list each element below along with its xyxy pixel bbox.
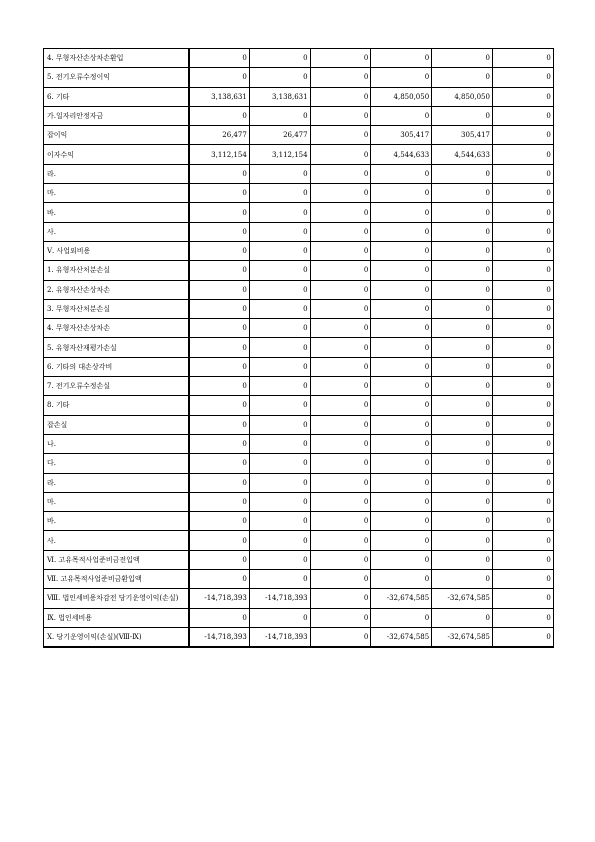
row-label: 사. <box>44 531 189 550</box>
value-cell: 0 <box>371 261 432 280</box>
value-cell: 3,112,154 <box>249 145 310 164</box>
value-cell: 0 <box>189 164 250 183</box>
value-cell: 0 <box>249 299 310 318</box>
table-row <box>44 203 554 222</box>
value-cell: 0 <box>189 396 250 415</box>
value-cell: 0 <box>189 319 250 338</box>
table-row <box>44 68 554 87</box>
table-row <box>44 492 554 511</box>
value-cell: 0 <box>249 531 310 550</box>
value-cell: 0 <box>492 589 553 608</box>
value-cell: 0 <box>310 550 371 569</box>
row-label: Ⅹ. 당기운영이익(손실)(Ⅷ-Ⅸ) <box>44 627 189 646</box>
value-cell: 0 <box>310 396 371 415</box>
value-cell: 0 <box>249 68 310 87</box>
row-label: 5. 유형자산재평가손실 <box>44 338 189 357</box>
value-cell: 0 <box>249 434 310 453</box>
value-cell: 0 <box>249 164 310 183</box>
value-cell: 0 <box>492 126 553 145</box>
value-cell: -14,718,393 <box>249 627 310 646</box>
row-label: 바. <box>44 512 189 531</box>
value-cell: 0 <box>492 261 553 280</box>
row-label: 다. <box>44 454 189 473</box>
value-cell: 0 <box>371 608 432 627</box>
value-cell: 0 <box>492 377 553 396</box>
table-row <box>44 415 554 434</box>
value-cell: 0 <box>249 396 310 415</box>
value-cell: 0 <box>310 627 371 646</box>
value-cell: 0 <box>432 608 493 627</box>
value-cell: 0 <box>492 608 553 627</box>
value-cell: 0 <box>492 473 553 492</box>
value-cell: 0 <box>492 87 553 106</box>
row-label: 6. 기타 <box>44 87 189 106</box>
value-cell: 0 <box>371 68 432 87</box>
table-row <box>44 396 554 415</box>
value-cell: 3,112,154 <box>189 145 250 164</box>
row-label: Ⅶ. 고유목적사업준비금환입액 <box>44 570 189 589</box>
value-cell: 0 <box>189 531 250 550</box>
value-cell: 0 <box>310 512 371 531</box>
value-cell: 0 <box>189 512 250 531</box>
value-cell: 0 <box>371 570 432 589</box>
row-label: 1. 유형자산처분손실 <box>44 261 189 280</box>
table-row <box>44 608 554 627</box>
value-cell: 0 <box>310 319 371 338</box>
value-cell: 0 <box>249 492 310 511</box>
value-cell: 0 <box>310 126 371 145</box>
value-cell: 0 <box>249 49 310 68</box>
value-cell: 0 <box>371 454 432 473</box>
value-cell: 305,417 <box>432 126 493 145</box>
table-row <box>44 589 554 608</box>
value-cell: 0 <box>492 49 553 68</box>
table-row <box>44 280 554 299</box>
value-cell: 0 <box>189 261 250 280</box>
value-cell: 0 <box>189 184 250 203</box>
value-cell: 0 <box>371 531 432 550</box>
value-cell: 0 <box>249 106 310 125</box>
value-cell: 0 <box>492 454 553 473</box>
value-cell: 0 <box>310 473 371 492</box>
value-cell: 0 <box>310 203 371 222</box>
value-cell: 0 <box>371 222 432 241</box>
value-cell: 0 <box>310 261 371 280</box>
value-cell: 4,544,633 <box>432 145 493 164</box>
value-cell: 0 <box>432 512 493 531</box>
value-cell: 0 <box>432 473 493 492</box>
value-cell: 3,138,631 <box>189 87 250 106</box>
value-cell: 0 <box>189 570 250 589</box>
table-row <box>44 222 554 241</box>
value-cell: 0 <box>371 550 432 569</box>
value-cell: 0 <box>432 531 493 550</box>
row-label: 라. <box>44 473 189 492</box>
value-cell: 0 <box>371 280 432 299</box>
value-cell: 0 <box>189 49 250 68</box>
table-row <box>44 627 554 646</box>
value-cell: 0 <box>249 338 310 357</box>
value-cell: 0 <box>310 184 371 203</box>
value-cell: -14,718,393 <box>249 589 310 608</box>
value-cell: 0 <box>371 377 432 396</box>
value-cell: 0 <box>371 203 432 222</box>
value-cell: 0 <box>432 377 493 396</box>
value-cell: 0 <box>310 68 371 87</box>
row-label: 마. <box>44 184 189 203</box>
value-cell: 0 <box>310 570 371 589</box>
value-cell: 0 <box>432 570 493 589</box>
financial-statement-table <box>43 48 554 648</box>
value-cell: 0 <box>432 299 493 318</box>
value-cell: 0 <box>249 512 310 531</box>
table-row <box>44 184 554 203</box>
value-cell: 0 <box>189 473 250 492</box>
value-cell: -32,674,585 <box>371 627 432 646</box>
value-cell: 0 <box>310 222 371 241</box>
value-cell: 0 <box>432 164 493 183</box>
table-row <box>44 145 554 164</box>
value-cell: 0 <box>371 299 432 318</box>
value-cell: 0 <box>432 203 493 222</box>
value-cell: 0 <box>371 434 432 453</box>
value-cell: 0 <box>492 222 553 241</box>
value-cell: -32,674,585 <box>432 627 493 646</box>
row-label: 7. 전기오류수정손실 <box>44 377 189 396</box>
value-cell: 0 <box>310 49 371 68</box>
value-cell: 0 <box>371 512 432 531</box>
value-cell: 0 <box>189 68 250 87</box>
table-body <box>44 49 554 647</box>
value-cell: -32,674,585 <box>371 589 432 608</box>
value-cell: 0 <box>310 299 371 318</box>
value-cell: 0 <box>492 512 553 531</box>
value-cell: 0 <box>492 319 553 338</box>
value-cell: 0 <box>432 434 493 453</box>
value-cell: 0 <box>371 49 432 68</box>
row-label: 4. 무형자산손상차손환입 <box>44 49 189 68</box>
value-cell: 0 <box>432 357 493 376</box>
value-cell: 0 <box>371 492 432 511</box>
value-cell: 0 <box>432 68 493 87</box>
value-cell: 0 <box>310 589 371 608</box>
value-cell: -14,718,393 <box>189 627 250 646</box>
value-cell: 4,850,050 <box>432 87 493 106</box>
value-cell: 0 <box>189 299 250 318</box>
value-cell: 0 <box>310 106 371 125</box>
value-cell: 0 <box>492 280 553 299</box>
value-cell: 0 <box>310 164 371 183</box>
value-cell: 0 <box>249 570 310 589</box>
row-label: 4. 무형자산손상차손 <box>44 319 189 338</box>
value-cell: 0 <box>310 145 371 164</box>
value-cell: 0 <box>492 396 553 415</box>
value-cell: 26,477 <box>189 126 250 145</box>
value-cell: 0 <box>432 550 493 569</box>
value-cell: 0 <box>492 106 553 125</box>
value-cell: 0 <box>432 492 493 511</box>
value-cell: 0 <box>492 164 553 183</box>
table-row <box>44 261 554 280</box>
table-row <box>44 49 554 68</box>
value-cell: 4,850,050 <box>371 87 432 106</box>
value-cell: 0 <box>249 454 310 473</box>
value-cell: 0 <box>310 377 371 396</box>
row-label: 이자수익 <box>44 145 189 164</box>
value-cell: 0 <box>371 184 432 203</box>
value-cell: 0 <box>432 184 493 203</box>
value-cell: 0 <box>249 473 310 492</box>
value-cell: 0 <box>310 87 371 106</box>
value-cell: 0 <box>189 608 250 627</box>
row-label: 잡이익 <box>44 126 189 145</box>
table-row <box>44 473 554 492</box>
value-cell: 0 <box>249 415 310 434</box>
value-cell: 0 <box>249 222 310 241</box>
value-cell: 0 <box>432 106 493 125</box>
value-cell: 0 <box>310 280 371 299</box>
row-label: Ⅵ. 고유목적사업준비금전입액 <box>44 550 189 569</box>
table-row <box>44 164 554 183</box>
value-cell: 3,138,631 <box>249 87 310 106</box>
value-cell: 0 <box>310 531 371 550</box>
value-cell: 0 <box>432 49 493 68</box>
row-label: 5. 전기오류수정이익 <box>44 68 189 87</box>
value-cell: 0 <box>310 492 371 511</box>
value-cell: 0 <box>492 68 553 87</box>
value-cell: 0 <box>492 145 553 164</box>
row-label: 잡손실 <box>44 415 189 434</box>
row-label: Ⅴ. 사업외비용 <box>44 241 189 260</box>
value-cell: 0 <box>432 454 493 473</box>
value-cell: 0 <box>371 396 432 415</box>
table-row <box>44 434 554 453</box>
value-cell: 0 <box>432 222 493 241</box>
value-cell: 0 <box>492 357 553 376</box>
value-cell: 0 <box>432 241 493 260</box>
value-cell: 0 <box>249 608 310 627</box>
value-cell: 0 <box>249 203 310 222</box>
row-label: 3. 무형자산처분손실 <box>44 299 189 318</box>
value-cell: 0 <box>432 280 493 299</box>
value-cell: 0 <box>310 415 371 434</box>
value-cell: -14,718,393 <box>189 589 250 608</box>
value-cell: 0 <box>189 415 250 434</box>
value-cell: 0 <box>189 377 250 396</box>
value-cell: 0 <box>492 415 553 434</box>
value-cell: 0 <box>310 434 371 453</box>
value-cell: 0 <box>371 319 432 338</box>
value-cell: 0 <box>189 454 250 473</box>
value-cell: 0 <box>189 550 250 569</box>
value-cell: 0 <box>432 396 493 415</box>
value-cell: 0 <box>249 261 310 280</box>
table-row <box>44 126 554 145</box>
value-cell: 305,417 <box>371 126 432 145</box>
value-cell: 0 <box>371 338 432 357</box>
value-cell: 0 <box>189 492 250 511</box>
row-label: 라. <box>44 164 189 183</box>
row-label: 2. 유형자산손상차손 <box>44 280 189 299</box>
value-cell: 4,544,633 <box>371 145 432 164</box>
table-row <box>44 241 554 260</box>
value-cell: 0 <box>249 241 310 260</box>
value-cell: 0 <box>492 492 553 511</box>
row-label: 사. <box>44 222 189 241</box>
value-cell: 0 <box>189 222 250 241</box>
row-label: Ⅷ. 법인세비용차감전 당기운영이익(손실) <box>44 589 189 608</box>
value-cell: 0 <box>371 241 432 260</box>
value-cell: 0 <box>189 280 250 299</box>
value-cell: 0 <box>492 184 553 203</box>
table-row <box>44 106 554 125</box>
value-cell: -32,674,585 <box>432 589 493 608</box>
row-label: 바. <box>44 203 189 222</box>
table-row <box>44 299 554 318</box>
row-label: 8. 기타 <box>44 396 189 415</box>
value-cell: 0 <box>371 473 432 492</box>
value-cell: 0 <box>432 338 493 357</box>
row-label: 가.일자리안정자금 <box>44 106 189 125</box>
value-cell: 0 <box>249 377 310 396</box>
value-cell: 26,477 <box>249 126 310 145</box>
value-cell: 0 <box>492 299 553 318</box>
value-cell: 0 <box>310 338 371 357</box>
table-row <box>44 87 554 106</box>
value-cell: 0 <box>492 627 553 646</box>
table-row <box>44 570 554 589</box>
value-cell: 0 <box>249 184 310 203</box>
table-row <box>44 319 554 338</box>
value-cell: 0 <box>189 203 250 222</box>
value-cell: 0 <box>492 550 553 569</box>
value-cell: 0 <box>371 415 432 434</box>
value-cell: 0 <box>310 357 371 376</box>
value-cell: 0 <box>492 338 553 357</box>
row-label: 마. <box>44 492 189 511</box>
value-cell: 0 <box>371 164 432 183</box>
table-row <box>44 377 554 396</box>
table-row <box>44 338 554 357</box>
value-cell: 0 <box>310 608 371 627</box>
value-cell: 0 <box>492 531 553 550</box>
value-cell: 0 <box>189 434 250 453</box>
value-cell: 0 <box>432 415 493 434</box>
row-label: 6. 기타의 대손상각비 <box>44 357 189 376</box>
value-cell: 0 <box>189 106 250 125</box>
table-row <box>44 531 554 550</box>
row-label: Ⅸ. 법인세비용 <box>44 608 189 627</box>
value-cell: 0 <box>432 319 493 338</box>
table-row <box>44 357 554 376</box>
value-cell: 0 <box>310 241 371 260</box>
value-cell: 0 <box>189 357 250 376</box>
value-cell: 0 <box>310 454 371 473</box>
table-row <box>44 512 554 531</box>
value-cell: 0 <box>371 106 432 125</box>
value-cell: 0 <box>249 319 310 338</box>
value-cell: 0 <box>492 203 553 222</box>
value-cell: 0 <box>189 241 250 260</box>
value-cell: 0 <box>249 550 310 569</box>
row-label: 나. <box>44 434 189 453</box>
value-cell: 0 <box>432 261 493 280</box>
value-cell: 0 <box>371 357 432 376</box>
table-row <box>44 550 554 569</box>
value-cell: 0 <box>189 338 250 357</box>
value-cell: 0 <box>249 280 310 299</box>
value-cell: 0 <box>492 570 553 589</box>
value-cell: 0 <box>249 357 310 376</box>
value-cell: 0 <box>492 241 553 260</box>
table-row <box>44 454 554 473</box>
value-cell: 0 <box>492 434 553 453</box>
